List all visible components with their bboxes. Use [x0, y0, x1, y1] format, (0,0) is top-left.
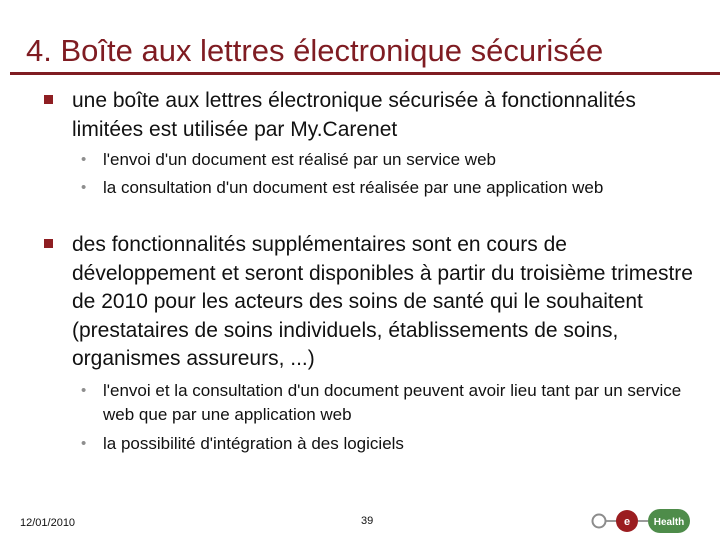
- page-number: 39: [361, 515, 374, 527]
- bullet-2: [72, 231, 702, 374]
- bullet-1-sub-1: [81, 148, 683, 172]
- bullet-square-icon: [44, 239, 53, 248]
- sub-bullet-dot-icon: •: [81, 179, 87, 196]
- logo-text: Health: [653, 517, 685, 528]
- bullet-1-sub-1-text: l'envoi d'un document est réalisé par un service web: [103, 150, 496, 169]
- title-underline: [10, 72, 720, 75]
- bullet-2-text: des fonctionnalités supplémentaires sont en cours de développement et seront disponibles à partir du troisième trimestre de 2010 pour les acteurs des soins de santé qui le souhaitent (prestataires de soins individuels, établissements de soins, organismes assureurs, ...): [72, 233, 693, 370]
- logo-ring-icon: [593, 515, 606, 528]
- bullet-2-sub-2-text: la possibilité d'intégration à des logiciels: [103, 434, 404, 453]
- sub-bullet-dot-icon: •: [81, 435, 87, 452]
- bullet-1-text: une boîte aux lettres électronique sécurisée à fonctionnalités limitées est utilisée par My.Carenet: [72, 89, 636, 141]
- sub-bullet-dot-icon: •: [81, 382, 87, 399]
- bullet-2-sub-1-text: l'envoi et la consultation d'un document peuvent avoir lieu tant par un service web que par une application web: [103, 381, 682, 424]
- bullet-1-sub-2: [81, 176, 683, 200]
- bullet-1-sub-2-text: la consultation d'un document est réalisée par une application web: [103, 178, 604, 197]
- bullet-square-icon: [44, 95, 53, 104]
- footer-date: 12/01/2010: [20, 517, 76, 529]
- bullet-2-sub-1: [81, 379, 683, 426]
- bullet-1: [72, 87, 702, 144]
- ehealth-logo: [590, 507, 712, 535]
- slide-title: 4. Boîte aux lettres électronique sécurisée: [26, 33, 604, 68]
- sub-bullet-dot-icon: •: [81, 151, 87, 168]
- bullet-2-sub-2: [81, 432, 683, 456]
- logo-letter: e: [623, 516, 631, 528]
